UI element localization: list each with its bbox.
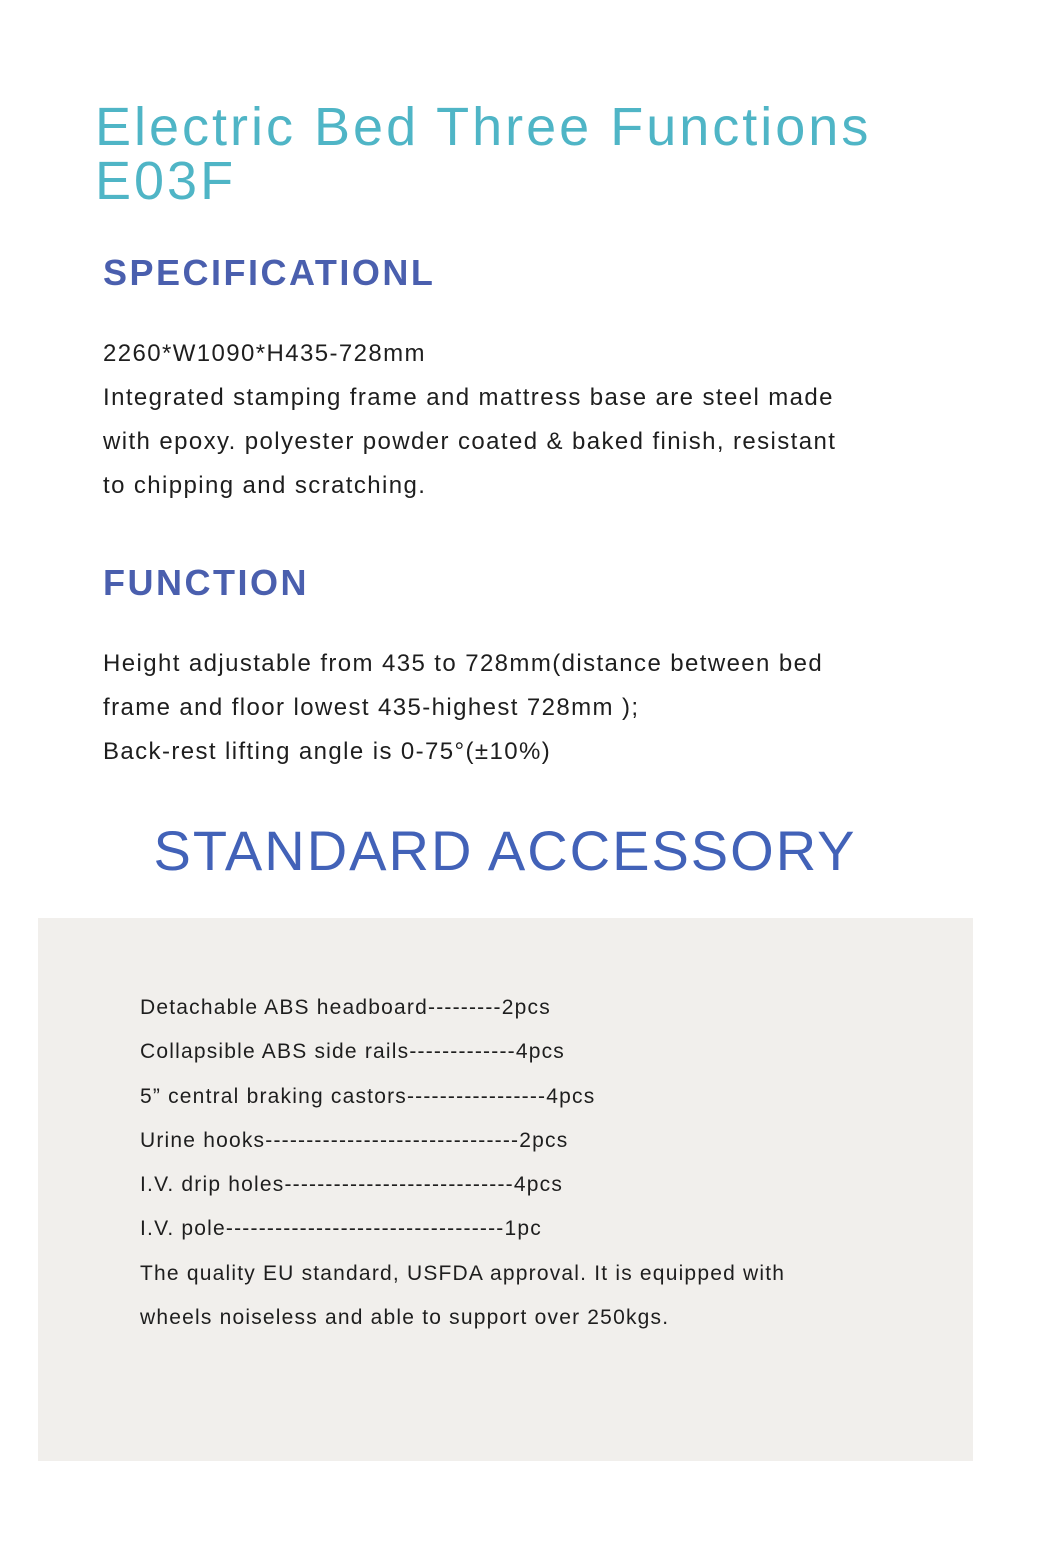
product-title-line-1: Electric Bed Three Functions [95, 97, 872, 157]
quality-note-line: The quality EU standard, USFDA approval. It is equipped with [140, 1261, 786, 1285]
standard-accessory-heading: STANDARD ACCESSORY [153, 819, 857, 882]
specification-dimensions: 2260*W1090*H435-728mm [103, 340, 426, 367]
accessory-item-urine-hooks: Urine hooks-------------------------------2pcs [140, 1128, 569, 1152]
function-line: Back-rest lifting angle is 0-75°(±10%) [103, 738, 552, 765]
accessory-item-headboard: Detachable ABS headboard---------2pcs [140, 996, 551, 1019]
function-line: Height adjustable from 435 to 728mm(distance between bed [103, 650, 824, 677]
accessory-item-side-rails: Collapsible ABS side rails-------------4pcs [140, 1040, 565, 1064]
specification-heading: SPECIFICATIONL [103, 252, 436, 293]
accessory-item-iv-drip-holes: I.V. drip holes----------------------------4pcs [140, 1173, 564, 1197]
specification-line: with epoxy. polyester powder coated & baked finish, resistant [103, 428, 837, 455]
specification-text [103, 332, 943, 508]
product-model-code: E03F [95, 151, 237, 211]
function-heading: FUNCTION [103, 562, 309, 603]
function-text [103, 642, 943, 774]
function-line: frame and floor lowest 435-highest 728mm ); [103, 694, 640, 721]
accessory-item-castors: 5” central braking castors-----------------4pcs [140, 1084, 596, 1108]
quality-note-line: wheels noiseless and able to support over 250kgs. [140, 1306, 670, 1330]
standard-accessory-panel [38, 918, 973, 1461]
product-title [95, 97, 872, 211]
accessory-item-iv-pole: I.V. pole----------------------------------1pc [140, 1217, 542, 1241]
specification-line: Integrated stamping frame and mattress base are steel made [103, 384, 834, 411]
accessory-list [140, 986, 940, 1340]
specification-line: to chipping and scratching. [103, 472, 427, 499]
